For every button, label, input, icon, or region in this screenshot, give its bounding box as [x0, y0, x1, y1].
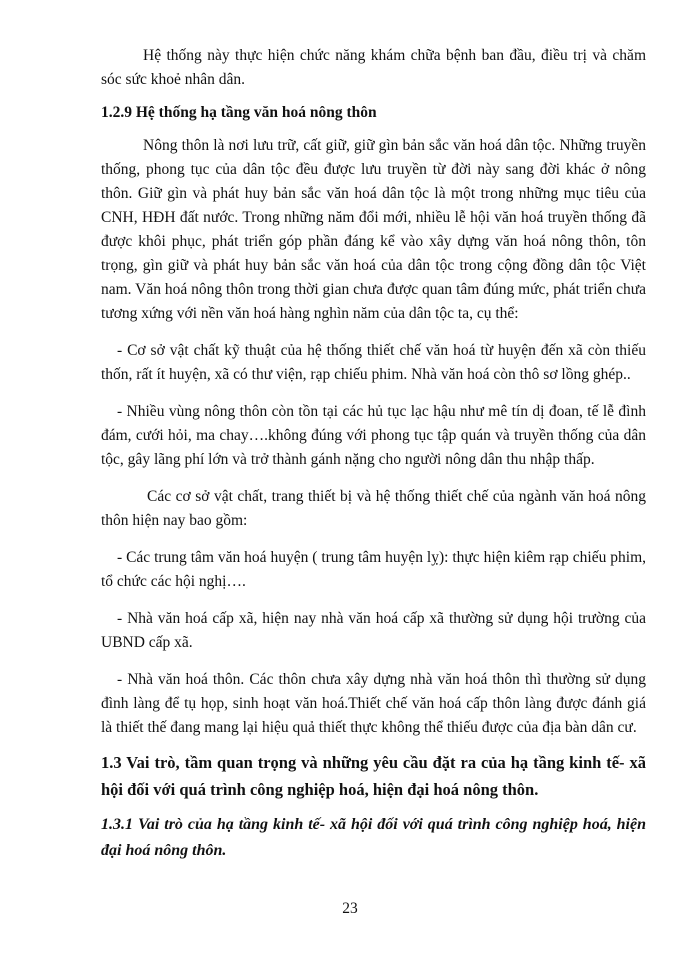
bullet-customs: - Nhiều vùng nông thôn còn tồn tại các hủ tục lạc hậu như mê tín dị đoan, tế lễ đình đám, cưới hỏi, ma chay….không đúng với phong tục tập quán và truyền thống của dân tộc, gây lãng phí lớn và trở thành gánh nặng cho người nông dân thu nhập thấp. — [101, 403, 646, 468]
paragraph-infrastructure: Các cơ sở vật chất, trang thiết bị và hệ thống thiết chế của ngành văn hoá nông thôn hiện nay bao gồm: — [101, 488, 646, 529]
page-number: 23 — [342, 900, 358, 917]
bullet-facilities: - Cơ sở vật chất kỹ thuật của hệ thống thiết chế văn hoá từ huyện đến xã còn thiếu thốn, rất ít huyện, xã có thư viện, rạp chiếu phim. Nhà văn hoá còn thô sơ lồng ghép.. — [101, 342, 646, 383]
paragraph-health-system: Hệ thống này thực hiện chức năng khám chữa bệnh ban đầu, điều trị và chăm sóc sức khoẻ nhân dân. — [101, 47, 646, 88]
bullet-commune-houses: - Nhà văn hoá cấp xã, hiện nay nhà văn hoá cấp xã thường sử dụng hội trường của UBND cấp xã. — [101, 610, 646, 651]
section-heading-1-3-1: 1.3.1 Vai trò của hạ tầng kinh tế- xã hội đối với quá trình công nghiệp hoá, hiện đại hoá nông thôn. — [101, 816, 646, 859]
section-heading-1-2-9: 1.2.9 Hệ thống hạ tầng văn hoá nông thôn — [101, 104, 377, 121]
bullet-district-centers: - Các trung tâm văn hoá huyện ( trung tâm huyện lỵ): thực hiện kiêm rạp chiếu phim, tổ chức các hội nghị…. — [101, 549, 646, 590]
bullet-village-houses: - Nhà văn hoá thôn. Các thôn chưa xây dựng nhà văn hoá thôn thì thường sử dụng đình làng để tụ họp, sinh hoạt văn hoá.Thiết chế văn hoá cấp thôn làng được đánh giá là thiết thế đang mang lại hiệu quả thiết thực không thể thiếu được của địa bàn dân cư. — [101, 671, 646, 736]
paragraph-rural-culture: Nông thôn là nơi lưu trữ, cất giữ, giữ gìn bản sắc văn hoá dân tộc. Những truyền thống, phong tục của dân tộc đều được lưu truyền từ đời này sang đời khác ở nông thôn. Giữ gìn và phát huy bản sắc văn hoá dân tộc là một trong những mục tiêu của CNH, HĐH đất nước. Trong những năm đổi mới, nhiều lễ hội văn hoá truyền thống đã được khôi phục, phát triển góp phần đáng kể vào xây dựng văn hoá nông thôn, tôn trọng, gìn giữ và phát huy bản sắc văn hoá của dân tộc trong cộng đồng dân tộc Việt nam. Văn hoá nông thôn trong thời gian chưa được quan tâm đúng mức, phát triển chưa tương xứng với nền văn hoá hàng nghìn năm của dân tộc ta, cụ thể: — [101, 137, 646, 322]
section-heading-1-3: 1.3 Vai trò, tầm quan trọng và những yêu cầu đặt ra của hạ tầng kinh tế- xã hội đối với quá trình công nghiệp hoá, hiện đại hoá nông thôn. — [101, 753, 646, 799]
page-body — [101, 44, 646, 864]
